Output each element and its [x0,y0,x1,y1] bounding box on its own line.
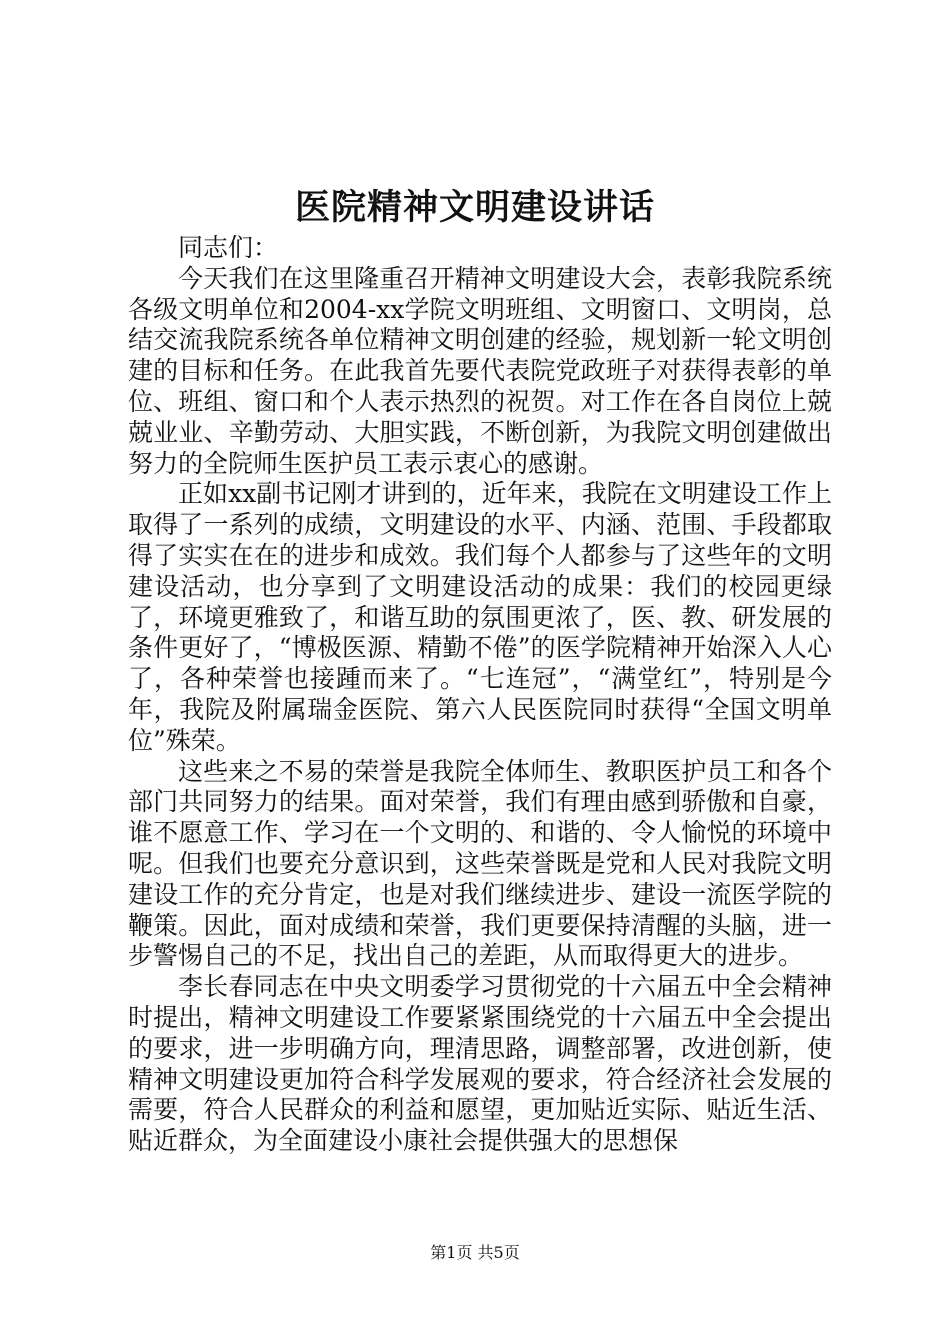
paragraph-4: 李长春同志在中央文明委学习贯彻党的十六届五中全会精神时提出，精神文明建设工作要紧紧围绕党的十六届五中全会提出的要求，进一步明确方向，理清思路，调整部署，改进创新，使精神文明建设更加符合科学发展观的要求，符合经济社会发展的需要，符合人民群众的利益和愿望，更加贴近实际、贴近生活、贴近群众，为全面建设小康社会提供强大的思想保 [128,972,832,1156]
page-footer: 第1页 共5页 [430,1243,520,1262]
document-body [128,233,832,1157]
paragraph-1: 今天我们在这里隆重召开精神文明建设大会，表彰我院系统各级文明单位和2004-xx学院文明班组、文明窗口、文明岗，总结交流我院系统各单位精神文明创建的经验，规划新一轮文明创建的目标和任务。在此我首先要代表院党政班子对获得表彰的单位、班组、窗口和个人表示热烈的祝贺。对工作在各自岗位上兢兢业业、辛勤劳动、大胆实践，不断创新，为我院文明创建做出努力的全院师生医护员工表示衷心的感谢。 [128,263,832,478]
document-title: 医院精神文明建设讲话 [294,187,655,228]
paragraph-2: 正如xx副书记刚才讲到的，近年来，我院在文明建设工作上取得了一系列的成绩，文明建设的水平、内涵、范围、手段都取得了实实在在的进步和成效。我们每个人都参与了这些年的文明建设活动，也分享到了文明建设活动的成果：我们的校园更绿了，环境更雅致了，和谐互助的氛围更浓了，医、教、研发展的条件更好了，“博极医源、精勤不倦”的医学院精神开始深入人心了，各种荣誉也接踵而来了。“七连冠”，“满堂红”，特别是今年，我院及附属瑞金医院、第六人民医院同时获得“全国文明单位”殊荣。 [128,479,832,755]
greeting: 同志们： [178,233,279,262]
paragraph-3: 这些来之不易的荣誉是我院全体师生、教职医护员工和各个部门共同努力的结果。面对荣誉，我们有理由感到骄傲和自豪，谁不愿意工作、学习在一个文明的、和谐的、令人愉悦的环境中呢。但我们也要充分意识到，这些荣誉既是党和人民对我院文明建设工作的充分肯定，也是对我们继续进步、建设一流医学院的鞭策。因此，面对成绩和荣誉，我们更要保持清醒的头脑，进一步警惕自己的不足，找出自己的差距，从而取得更大的进步。 [128,756,832,971]
